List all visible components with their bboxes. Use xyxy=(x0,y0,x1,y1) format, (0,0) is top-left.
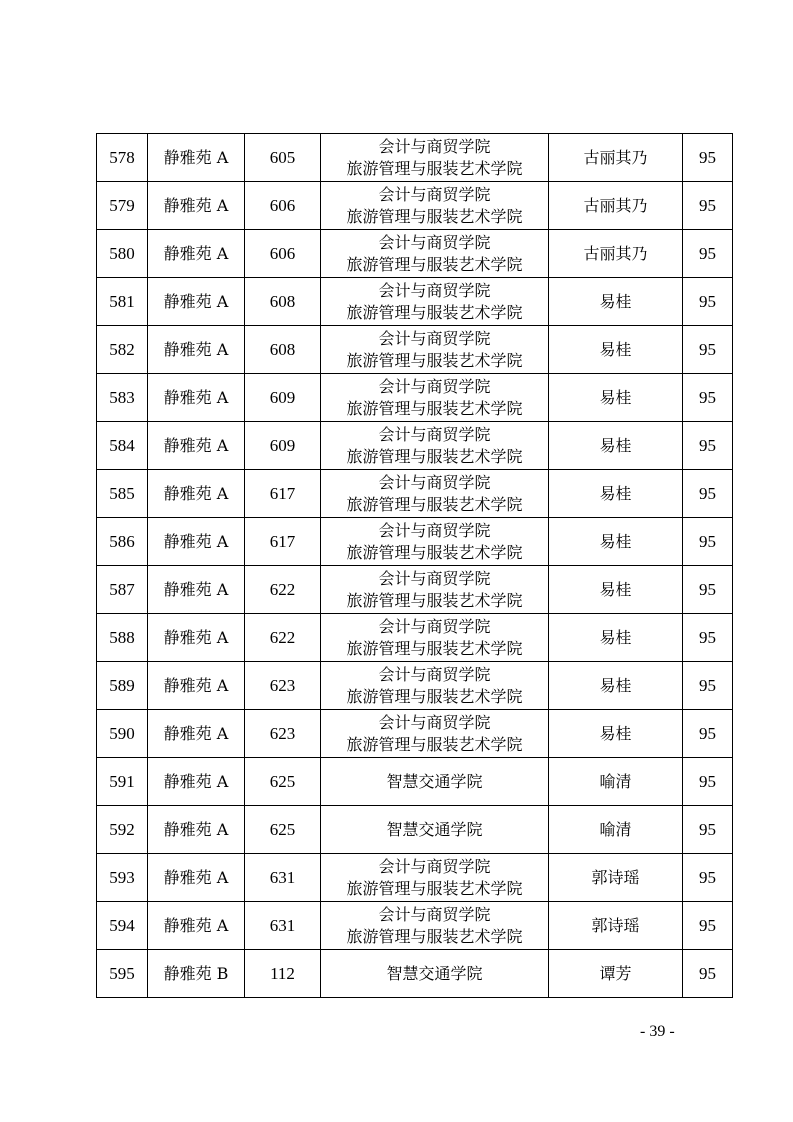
college-cell xyxy=(321,662,549,710)
building-cell: 静雅苑 A xyxy=(148,374,245,422)
person-cell: 郭诗瑶 xyxy=(549,854,683,902)
building-cell: 静雅苑 A xyxy=(148,182,245,230)
college-name: 智慧交通学院 xyxy=(386,771,483,791)
person-cell: 易桂 xyxy=(549,518,683,566)
college-name: 会计与商贸学院 xyxy=(378,136,491,156)
score-cell: 95 xyxy=(683,230,733,278)
score-cell: 95 xyxy=(683,134,733,182)
room-cell: 617 xyxy=(245,518,321,566)
building-cell: 静雅苑 A xyxy=(148,662,245,710)
college-name: 会计与商贸学院 xyxy=(378,568,491,588)
college-cell xyxy=(321,806,549,854)
college-cell xyxy=(321,566,549,614)
building-cell: 静雅苑 A xyxy=(148,758,245,806)
score-cell: 95 xyxy=(683,950,733,998)
room-cell: 623 xyxy=(245,710,321,758)
person-cell: 易桂 xyxy=(549,566,683,614)
room-cell: 609 xyxy=(245,374,321,422)
row-number-cell: 586 xyxy=(97,518,148,566)
building-cell: 静雅苑 A xyxy=(148,278,245,326)
row-number-cell: 592 xyxy=(97,806,148,854)
room-cell: 112 xyxy=(245,950,321,998)
row-number-cell: 581 xyxy=(97,278,148,326)
dormitory-table xyxy=(96,133,733,998)
person-cell: 易桂 xyxy=(549,614,683,662)
building-cell: 静雅苑 A xyxy=(148,854,245,902)
person-cell: 古丽其乃 xyxy=(549,182,683,230)
building-cell: 静雅苑 A xyxy=(148,326,245,374)
row-number-cell: 587 xyxy=(97,566,148,614)
person-cell: 易桂 xyxy=(549,422,683,470)
college-name: 会计与商贸学院 xyxy=(378,280,491,300)
college-name: 会计与商贸学院 xyxy=(378,712,491,732)
college-cell xyxy=(321,518,549,566)
college-name: 会计与商贸学院 xyxy=(378,904,491,924)
person-cell: 易桂 xyxy=(549,662,683,710)
college-name: 旅游管理与服装艺术学院 xyxy=(346,734,523,754)
row-number-cell: 591 xyxy=(97,758,148,806)
college-name: 旅游管理与服装艺术学院 xyxy=(346,542,523,562)
college-name: 会计与商贸学院 xyxy=(378,616,491,636)
college-name: 旅游管理与服装艺术学院 xyxy=(346,254,523,274)
score-cell: 95 xyxy=(683,326,733,374)
row-number-cell: 593 xyxy=(97,854,148,902)
score-cell: 95 xyxy=(683,614,733,662)
college-name: 会计与商贸学院 xyxy=(378,232,491,252)
college-name: 会计与商贸学院 xyxy=(378,520,491,540)
person-cell: 郭诗瑶 xyxy=(549,902,683,950)
building-cell: 静雅苑 A xyxy=(148,710,245,758)
table-row xyxy=(97,182,733,230)
table-row xyxy=(97,422,733,470)
table-row xyxy=(97,806,733,854)
table-row xyxy=(97,230,733,278)
row-number-cell: 584 xyxy=(97,422,148,470)
college-name: 智慧交通学院 xyxy=(386,819,483,839)
row-number-cell: 583 xyxy=(97,374,148,422)
college-cell xyxy=(321,950,549,998)
table-row xyxy=(97,662,733,710)
person-cell: 古丽其乃 xyxy=(549,134,683,182)
table-row xyxy=(97,614,733,662)
college-cell xyxy=(321,470,549,518)
table-row xyxy=(97,950,733,998)
person-cell: 易桂 xyxy=(549,278,683,326)
building-cell: 静雅苑 A xyxy=(148,566,245,614)
score-cell: 95 xyxy=(683,278,733,326)
person-cell: 易桂 xyxy=(549,326,683,374)
college-cell xyxy=(321,326,549,374)
college-cell xyxy=(321,614,549,662)
college-name: 会计与商贸学院 xyxy=(378,328,491,348)
building-cell: 静雅苑 A xyxy=(148,806,245,854)
person-cell: 谭芳 xyxy=(549,950,683,998)
row-number-cell: 578 xyxy=(97,134,148,182)
college-name: 旅游管理与服装艺术学院 xyxy=(346,638,523,658)
building-cell: 静雅苑 A xyxy=(148,614,245,662)
college-cell xyxy=(321,374,549,422)
room-cell: 605 xyxy=(245,134,321,182)
college-name: 旅游管理与服装艺术学院 xyxy=(346,398,523,418)
room-cell: 623 xyxy=(245,662,321,710)
college-cell xyxy=(321,854,549,902)
college-name: 会计与商贸学院 xyxy=(378,856,491,876)
table-row xyxy=(97,326,733,374)
page-number: - 39 - xyxy=(640,1023,675,1040)
college-name: 会计与商贸学院 xyxy=(378,664,491,684)
row-number-cell: 590 xyxy=(97,710,148,758)
room-cell: 622 xyxy=(245,566,321,614)
table-row xyxy=(97,854,733,902)
college-name: 旅游管理与服装艺术学院 xyxy=(346,494,523,514)
college-cell xyxy=(321,710,549,758)
college-name: 旅游管理与服装艺术学院 xyxy=(346,206,523,226)
score-cell: 95 xyxy=(683,806,733,854)
person-cell: 易桂 xyxy=(549,470,683,518)
table-row xyxy=(97,518,733,566)
building-cell: 静雅苑 A xyxy=(148,470,245,518)
college-name: 旅游管理与服装艺术学院 xyxy=(346,686,523,706)
row-number-cell: 585 xyxy=(97,470,148,518)
college-cell xyxy=(321,758,549,806)
room-cell: 625 xyxy=(245,806,321,854)
building-cell: 静雅苑 A xyxy=(148,518,245,566)
college-name: 旅游管理与服装艺术学院 xyxy=(346,302,523,322)
row-number-cell: 580 xyxy=(97,230,148,278)
room-cell: 631 xyxy=(245,854,321,902)
person-cell: 喻清 xyxy=(549,806,683,854)
row-number-cell: 579 xyxy=(97,182,148,230)
building-cell: 静雅苑 A xyxy=(148,230,245,278)
score-cell: 95 xyxy=(683,902,733,950)
room-cell: 608 xyxy=(245,326,321,374)
room-cell: 608 xyxy=(245,278,321,326)
college-name: 会计与商贸学院 xyxy=(378,376,491,396)
person-cell: 喻清 xyxy=(549,758,683,806)
table-row xyxy=(97,470,733,518)
score-cell: 95 xyxy=(683,518,733,566)
room-cell: 625 xyxy=(245,758,321,806)
college-name: 旅游管理与服装艺术学院 xyxy=(346,926,523,946)
row-number-cell: 589 xyxy=(97,662,148,710)
table-row xyxy=(97,134,733,182)
row-number-cell: 582 xyxy=(97,326,148,374)
row-number-cell: 595 xyxy=(97,950,148,998)
person-cell: 古丽其乃 xyxy=(549,230,683,278)
table-row xyxy=(97,278,733,326)
room-cell: 609 xyxy=(245,422,321,470)
table-row xyxy=(97,758,733,806)
score-cell: 95 xyxy=(683,710,733,758)
college-name: 旅游管理与服装艺术学院 xyxy=(346,350,523,370)
college-name: 会计与商贸学院 xyxy=(378,184,491,204)
college-name: 会计与商贸学院 xyxy=(378,472,491,492)
score-cell: 95 xyxy=(683,374,733,422)
room-cell: 617 xyxy=(245,470,321,518)
college-cell xyxy=(321,422,549,470)
person-cell: 易桂 xyxy=(549,374,683,422)
college-cell xyxy=(321,278,549,326)
score-cell: 95 xyxy=(683,662,733,710)
score-cell: 95 xyxy=(683,422,733,470)
room-cell: 622 xyxy=(245,614,321,662)
table-row xyxy=(97,902,733,950)
table-row xyxy=(97,710,733,758)
room-cell: 606 xyxy=(245,230,321,278)
score-cell: 95 xyxy=(683,566,733,614)
building-cell: 静雅苑 B xyxy=(148,950,245,998)
room-cell: 606 xyxy=(245,182,321,230)
college-name: 旅游管理与服装艺术学院 xyxy=(346,590,523,610)
score-cell: 95 xyxy=(683,758,733,806)
college-cell xyxy=(321,230,549,278)
building-cell: 静雅苑 A xyxy=(148,422,245,470)
person-cell: 易桂 xyxy=(549,710,683,758)
row-number-cell: 594 xyxy=(97,902,148,950)
building-cell: 静雅苑 A xyxy=(148,134,245,182)
score-cell: 95 xyxy=(683,182,733,230)
table-body xyxy=(97,134,733,998)
college-name: 旅游管理与服装艺术学院 xyxy=(346,158,523,178)
college-cell xyxy=(321,134,549,182)
building-cell: 静雅苑 A xyxy=(148,902,245,950)
college-name: 旅游管理与服装艺术学院 xyxy=(346,878,523,898)
college-cell xyxy=(321,902,549,950)
table-row xyxy=(97,566,733,614)
college-name: 旅游管理与服装艺术学院 xyxy=(346,446,523,466)
score-cell: 95 xyxy=(683,470,733,518)
table-row xyxy=(97,374,733,422)
college-name: 智慧交通学院 xyxy=(386,963,483,983)
room-cell: 631 xyxy=(245,902,321,950)
college-cell xyxy=(321,182,549,230)
college-name: 会计与商贸学院 xyxy=(378,424,491,444)
score-cell: 95 xyxy=(683,854,733,902)
row-number-cell: 588 xyxy=(97,614,148,662)
